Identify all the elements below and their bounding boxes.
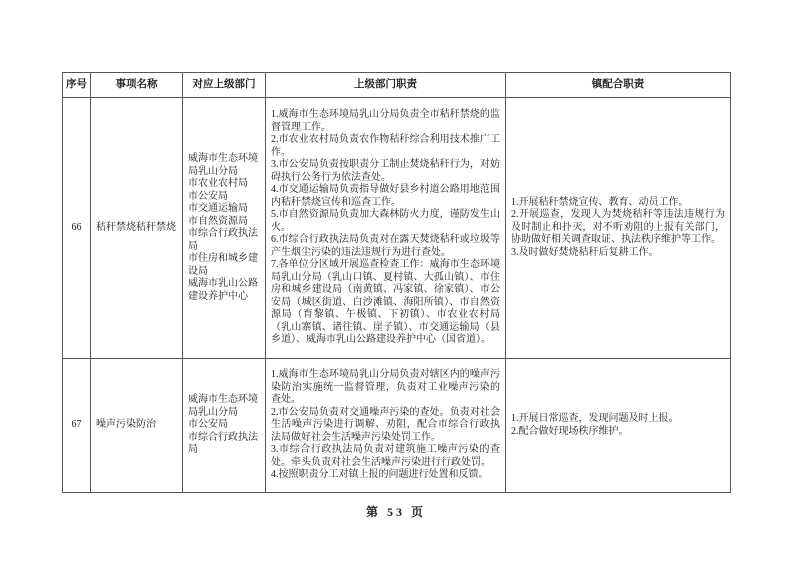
departments-cell — [183, 359, 266, 493]
department-line: 市自然资源局 — [188, 215, 248, 227]
seq-no-cell: 67 — [63, 359, 91, 493]
duty-item: 3.市公安局负责按职责分工制止焚烧秸秆行为，对妨碍执行公务行为依法查处。 — [271, 159, 500, 183]
department-line: 市住房和城乡建设局 — [188, 253, 258, 277]
responsibility-table — [62, 72, 731, 493]
duty-item: 1.威海市生态环境局乳山分局负责对辖区内的噪声污染防治实施统一监督管理，负责对工业噪声污染的查处。 — [271, 369, 500, 406]
table-row — [63, 359, 731, 493]
departments-cell — [183, 98, 266, 359]
duty-item: 7.各单位分区域开展巡查检查工作：威海市生态环境局乳山分局（乳山口镇、夏村镇、大孤山镇）、市住房和城乡建设局（南黄镇、冯家镇、徐家镇）、市公安局（城区街道、白沙滩镇、海阳所镇）、市自然资源局（育黎镇、午极镇、下初镇）、市农业农村局（乳山寨镇、诸往镇、崖子镇）、市交通运输局（县乡道）、威海市乳山公路建设养护中心（国省道）。 — [271, 259, 500, 346]
seq-no-cell: 66 — [63, 98, 91, 359]
duty-item: 1.威海市生态环境局乳山分局负责全市秸秆禁烧的监督管理工作。 — [271, 109, 500, 133]
duty-item: 1.开展日常巡查，发现问题及时上报。 — [511, 413, 679, 424]
department-line: 市综合行政执法局 — [188, 431, 258, 456]
duty-item: 3.市综合行政执法局负责对建筑施工噪声污染的查处。牵头负责对社会生活噪声污染进行行政处罚。 — [271, 444, 500, 468]
header-superior-dept: 对应上级部门 — [183, 73, 266, 98]
duty-item: 2.市农业农村局负责农作物秸秆综合利用技术推广工作。 — [271, 134, 500, 158]
department-line: 威海市生态环境局乳山分局 — [188, 394, 258, 418]
header-item-name: 事项名称 — [91, 73, 183, 98]
superior-duties-cell — [266, 98, 506, 359]
table-row — [63, 98, 731, 359]
item-name-cell: 噪声污染防治 — [91, 359, 183, 493]
duty-item: 2.市公安局负责对交通噪声污染的查处。负责对社会生活噪声污染进行调解、劝阻，配合市综合行政执法局做好社会生活噪声污染处罚工作。 — [271, 406, 500, 443]
duty-item: 5.市自然资源局负责加大森林防火力度，谨防发生山火。 — [271, 209, 500, 233]
department-line: 市公安局 — [188, 419, 228, 431]
duty-item: 3.及时做好焚烧秸秆后复耕工作。 — [511, 246, 659, 258]
header-town-duties: 镇配合职责 — [506, 73, 731, 98]
duty-item: 2.开展巡查，发现人为焚烧秸秆等违法违规行为及时制止和扑灭，对不听劝阻的上报有关部门，协助做好相关调查取证、执法秩序维护等工作。 — [511, 209, 725, 246]
duty-item: 4.市交通运输局负责指导做好县乡村道公路用地范围内秸秆禁烧宣传和巡查工作。 — [271, 184, 500, 208]
department-line: 市综合行政执法局 — [188, 228, 258, 252]
department-line: 威海市乳山公路建设养护中心 — [188, 278, 258, 302]
town-duties-cell — [506, 359, 731, 493]
town-duties-cell — [506, 98, 731, 359]
duty-item: 6.市综合行政执法局负责对在露天焚烧秸秆或垃圾等产生烟尘污染的违法违规行为进行查处。 — [271, 234, 500, 258]
item-name-cell: 秸秆禁烧秸秆禁烧 — [91, 98, 183, 359]
page-number: 第 53 页 — [365, 505, 426, 519]
header-seq-no: 序号 — [63, 73, 91, 98]
duty-item: 2.配合做好现场秩序维护。 — [511, 425, 629, 437]
table-header-row — [63, 73, 731, 98]
department-line: 威海市生态环境局乳山分局 — [188, 153, 258, 177]
department-line: 市公安局 — [188, 190, 228, 202]
superior-duties-cell — [266, 359, 506, 493]
duty-item: 1.开展秸秆禁烧宣传、教育、动员工作。 — [511, 196, 689, 208]
department-line: 市农业农村局 — [188, 178, 248, 189]
duty-item: 4.按照职责分工对镇上报的问题进行处置和反馈。 — [271, 469, 489, 481]
header-superior-duties: 上级部门职责 — [266, 73, 506, 98]
department-line: 市交通运输局 — [188, 203, 248, 214]
